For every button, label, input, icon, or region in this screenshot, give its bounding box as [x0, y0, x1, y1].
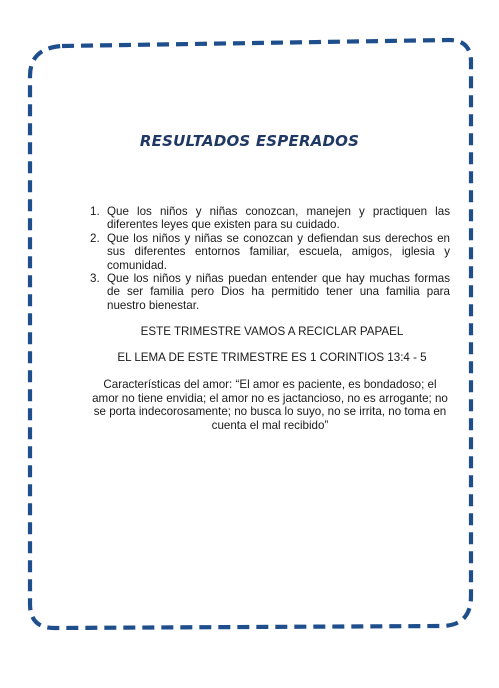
- list-item-text: Que los niños y niñas puedan entender que hay muchas formas de ser familia pero Dios ha permitido tener una familia para nuestro bienestar.: [107, 272, 450, 312]
- list-item: [90, 272, 450, 312]
- list-item-number: 2.: [90, 231, 100, 245]
- list-item: [90, 205, 450, 232]
- content-block: [90, 205, 450, 432]
- page-title: RESULTADOS ESPERADOS: [139, 132, 360, 150]
- list-item-text: Que los niños y niñas se conozcan y defiendan sus derechos en sus diferentes entornos familiar, escuela, amigos, iglesia y comunidad.: [107, 231, 450, 272]
- list-item: [90, 232, 450, 272]
- list-item-number: 3.: [90, 272, 100, 286]
- trimestre-statement: ESTE TRIMESTRE VAMOS A RECICLAR PAPAEL: [140, 325, 404, 339]
- list-item-number: 1.: [90, 205, 100, 218]
- lema-statement: EL LEMA DE ESTE TRIMESTRE ES 1 CORINTIOS 13:4 - 5: [117, 350, 427, 364]
- list-item-text: Que los niños y niñas conozcan, manejen y practiquen las diferentes leyes que existen para su cuidado.: [107, 205, 450, 232]
- love-quote: Características del amor: “El amor es paciente, es bondadoso; el amor no tiene envidia; el amor no es jactancioso, no es arrogante; no se porta indecorosamente; no busca lo suyo, no se irrita, no toma en cuenta el mal recibido”: [92, 378, 448, 432]
- expected-results-list: [90, 205, 450, 312]
